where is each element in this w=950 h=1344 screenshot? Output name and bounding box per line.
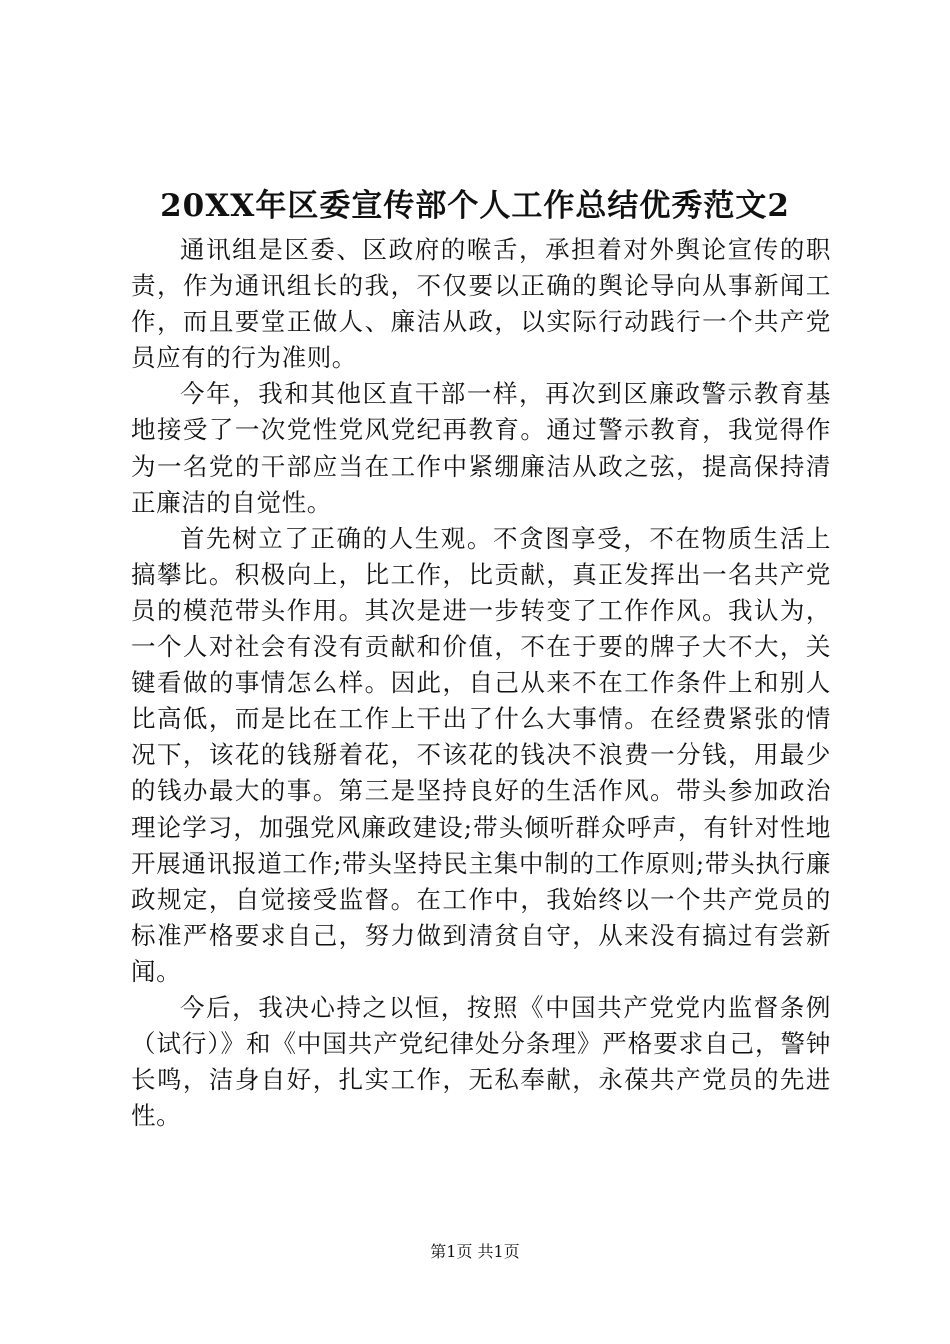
paragraph-2: 今年，我和其他区直干部一样，再次到区廉政警示教育基地接受了一次党性党风党纪再教育。通过警示教育，我觉得作为一名党的干部应当在工作中紧绷廉洁从政之弦，提高保持清正廉洁的自觉性。 (131, 379, 831, 517)
paragraph-3: 首先树立了正确的人生观。不贪图享受，不在物质生活上搞攀比。积极向上，比工作，比贡献，真正发挥出一名共产党员的模范带头作用。其次是进一步转变了工作作风。我认为，一个人对社会有没有贡献和价值，不在于要的牌子大不大，关键看做的事情怎么样。因此，自己从来不在工作条件上和别人比高低，而是比在工作上干出了什么大事情。在经费紧张的情况下，该花的钱掰着花，不该花的钱决不浪费一分钱，用最少的钱办最大的事。第三是坚持良好的生活作风。带头参加政治理论学习，加强党风廉政建设;带头倾听群众呼声，有针对性地开展通讯报道工作;带头坚持民主集中制的工作原则;带头执行廉政规定，自觉接受监督。在工作中，我始终以一个共产党员的标准严格要求自己，努力做到清贫自守，从来没有搞过有尝新闻。 (131, 523, 831, 986)
document-title: 20XX年区委宣传部个人工作总结优秀范文2 (160, 188, 790, 224)
document-body (131, 232, 831, 1134)
paragraph-4: 今后，我决心持之以恒，按照《中国共产党党内监督条例（试行）》和《中国共产党纪律处分条理》严格要求自己，警钟长鸣，洁身自好，扎实工作，无私奉献，永葆共产党员的先进性。 (131, 992, 831, 1131)
page-footer: 第1页 共1页 (430, 1242, 520, 1261)
paragraph-1: 通讯组是区委、区政府的喉舌，承担着对外舆论宣传的职责，作为通讯组长的我，不仅要以正确的舆论导向从事新闻工作，而且要堂正做人、廉洁从政，以实际行动践行一个共产党员应有的行为准则。 (131, 235, 831, 373)
